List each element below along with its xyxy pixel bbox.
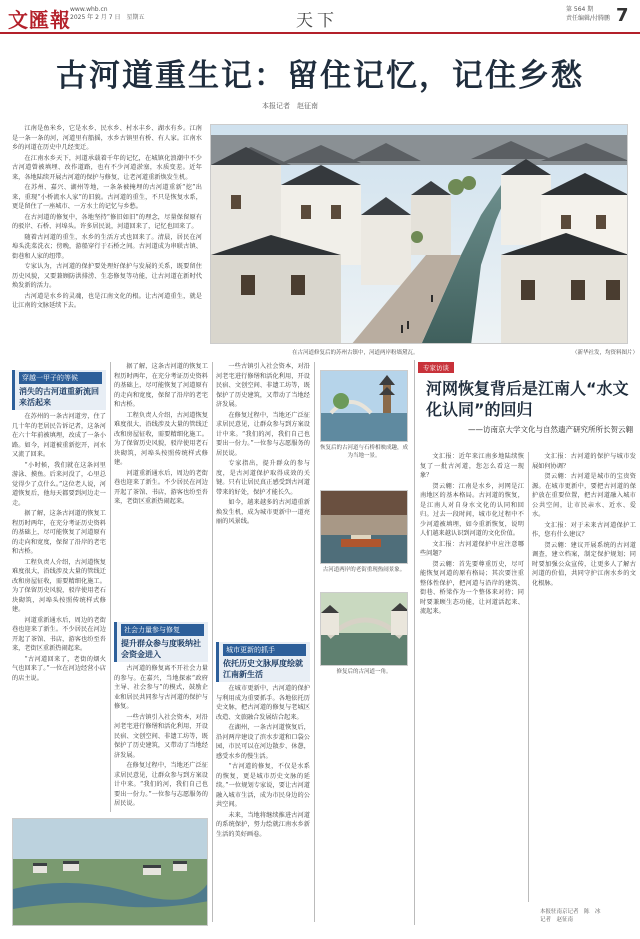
subhead-2-title: 提升群众参与度吸纳社会资金进入 bbox=[121, 639, 201, 659]
subhead-3 bbox=[216, 642, 310, 682]
subhead-1-title: 消失的古河道重新流回来活起来 bbox=[19, 387, 99, 407]
body-paragraph: 在修复过程中，当地还广泛征求居民意见，让群众参与到方案设计中来。“我们的河，我们自己也要出一份力。”一位参与志愿服务的居民说。 bbox=[216, 411, 310, 457]
body-paragraph: 在湖州，一条古河道恢复后，沿河两岸建设了滨水步道和口袋公园，市民可以在河边散步、休憩，感受水乡的慢生活。 bbox=[216, 724, 310, 760]
lead-paragraph: 江南是鱼米乡，它是水乡、民水乡、村水丰乡、湖水有乡。江南是一条一条的河，河道里有船摇，水乡古镇里有桥、有人家。江南水乡的河道在历史中几经变迁。 bbox=[12, 125, 202, 151]
body-paragraph: 工程负责人介绍，古河道恢复难度很大，沿线涉及大量的管线迁改和房屋征收，需要精细化施工。为了保留历史风貌，驳岸使用老石块砌筑，河埠头按照传统样式修建。 bbox=[12, 558, 106, 613]
masthead-meta bbox=[70, 6, 144, 22]
lead-text bbox=[12, 124, 202, 350]
body-paragraph: 工程负责人介绍，古河道恢复难度很大，沿线涉及大量的管线迁改和房屋征收，需要精细化施工。为了保留历史风貌，驳岸使用老石块砌筑，河埠头按照传统样式修建。 bbox=[114, 411, 208, 466]
interview-paragraph: 贺云翱：首先要尊重历史，尽可能恢复河道的原有格局；其次要注重整体性保护，把河道与沿岸的建筑、街巷、桥梁作为一个整体来对待；同时要兼顾生态功能，让河道活起来、流起来。 bbox=[420, 560, 524, 615]
body-paragraph: 专家指出，提升群众的参与度，是古河道保护取得成效的关键。只有让居民真正感受到古河道带来的好处，保护才能长久。 bbox=[216, 460, 310, 496]
lead-paragraph: 在苏州、嘉兴、湖州等地，一条条被掩埋的古河道重新“挖”出来，重现“小桥流水人家”的旧貌。古河道的重生，不只是恢复水系，更是留住了一座城市、一方水土的记忆与乡愁。 bbox=[12, 184, 202, 210]
body-paragraph: “小时候，我们就在这条河里游泳、摸鱼。后来河没了，心里总觉得少了点什么。”这位老人说，河道恢复后，他每天都要到河边走一走。 bbox=[12, 461, 106, 507]
interview-paragraph: 贺云翱：古河道是城市的宝贵资源。在城市更新中，要把古河道的保护放在重要位置，把古河道融入城市公共空间，让市民亲水、近水、爱水。 bbox=[532, 473, 636, 518]
small-photo-2-caption: 古河道两岸的老街重现热闹景象。 bbox=[322, 567, 406, 573]
main-photo-caption: 在古河道修复后的苏州古镇中，河道两岸粉墙黛瓦。 bbox=[292, 350, 419, 356]
body-paragraph: 如今，越来越多的古河道重新焕发生机，成为城市更新中一道亮丽的风景线。 bbox=[216, 499, 310, 525]
subhead-2-tag: 社会力量参与修复 bbox=[121, 624, 204, 636]
masthead bbox=[0, 0, 640, 34]
masthead-date: 2025 年 2 月 7 日 星期五 bbox=[70, 14, 145, 21]
subhead-3-title: 依托历史文脉厚度绘就江南新生活 bbox=[223, 659, 303, 679]
main-photo-credit: （新华社发，均资料图片） bbox=[572, 350, 639, 356]
body-column-3 bbox=[216, 362, 310, 637]
subhead-1 bbox=[12, 370, 106, 410]
masthead-url: www.whb.cn bbox=[70, 6, 108, 13]
body-paragraph: 在修复过程中，当地还广泛征求居民意见，让群众参与到方案设计中来。“我们的河，我们自己也要出一份力。”一位参与志愿服务的居民说。 bbox=[114, 762, 208, 807]
interview-paragraph: 文汇报：古河道保护中应注意哪些问题？ bbox=[420, 540, 524, 557]
body-paragraph: 在城市更新中，古河道的保护与利用成为重要抓手。各地依托历史文脉，把古河道的修复与老城区改造、文旅融合发展结合起来。 bbox=[216, 685, 310, 721]
body-paragraph: 据了解，这条古河道的恢复工程历时两年，在充分考证历史资料的基础上，尽可能恢复了河道原有的走向和宽度，保留了沿岸的老宅和古桥。 bbox=[12, 510, 106, 555]
main-photo bbox=[210, 124, 628, 344]
interview-title: 河网恢复背后是江南人“水文化认同”的回归 bbox=[426, 379, 629, 419]
interview-column-1 bbox=[420, 452, 524, 902]
interview-byline bbox=[540, 908, 601, 924]
body-column-1 bbox=[12, 412, 106, 812]
page-number: 7 bbox=[616, 5, 629, 26]
lead-paragraph: 专家认为，古河道的保护要处理好保护与发展的关系，既要留住历史风貌，又要兼顾防洪排涝、生态修复等功能，让古河道在新时代焕发新的活力。 bbox=[12, 263, 202, 289]
newspaper-logo: 文匯報 bbox=[8, 8, 71, 32]
interview-paragraph: 贺云翱：江南是水乡，河网是江南地区的基本格局。古河道的恢复，是江南人对自身水文化的认同和回归。过去一段时间，城市化过程中不少河道被填埋，如今重新恢复，说明人们越来越认识到河道的文化价值。 bbox=[420, 482, 524, 537]
body-paragraph: “古河道的修复，不仅是水系的恢复，更是城市历史文脉的延续。”一位规划专家说，要让古河道融入城市生活，成为市民身边的公共空间。 bbox=[216, 763, 310, 808]
masthead-issue-number: 第 564 期 bbox=[566, 6, 594, 13]
masthead-editor: 责任编辑/付腾鹏 bbox=[566, 15, 611, 22]
body-paragraph: 据了解，这条古河道的恢复工程历时两年，在充分考证历史资料的基础上，尽可能恢复了河道原有的走向和宽度，保留了沿岸的老宅和古桥。 bbox=[114, 363, 208, 408]
masthead-issue bbox=[566, 5, 610, 23]
column-rule bbox=[414, 360, 415, 925]
body-paragraph: 一些古镇引入社会资本，对沿河老宅进行修缮和活化利用，开设民宿、文创空间、非遗工坊等，既保护了历史建筑，又带动了当地经济发展。 bbox=[216, 363, 310, 408]
small-photo-2 bbox=[320, 490, 408, 564]
stone-bridge-photo bbox=[321, 593, 408, 666]
interview-subtitle: ——访南京大学文化与自然遗产研究所所长贺云翱 bbox=[468, 425, 633, 434]
body-paragraph: 一些古镇引入社会资本，对沿河老宅进行修缮和活化利用，开设民宿、文创空间、非遗工坊等，既保护了历史建筑，又带动了当地经济发展。 bbox=[114, 713, 208, 759]
main-byline: 本报记者 赵征南 bbox=[262, 102, 318, 110]
body-column-3b bbox=[216, 684, 310, 924]
body-column-2 bbox=[114, 362, 208, 617]
body-paragraph: 河道重新通水后，周边的老街巷也迎来了新生。不少居民在河边开起了茶馆、书店，游客也纷至沓来，老街区重新热闹起来。 bbox=[12, 616, 106, 652]
aerial-river-photo bbox=[13, 819, 208, 926]
aerial-photo bbox=[12, 818, 208, 926]
interview-paragraph: 文汇报：近年来江南多地陆续恢复了一批古河道，您怎么看这一现象？ bbox=[420, 453, 524, 479]
small-photo-1 bbox=[320, 370, 408, 442]
lead-paragraph: 在江南水乡天下，河道承载着千年的记忆，在城镇化浪潮中不少古河道曾被填埋、改作道路，也有不少河道淤塞，水质变差。近年来，各地陆续开展古河道的保护与修复，让老河道重新焕发生机。 bbox=[12, 154, 202, 181]
body-paragraph: 未来，当地将继续推进古河道的系统保护，努力绘就江南水乡新生活的美好画卷。 bbox=[216, 811, 310, 838]
interview-paragraph: 文汇报：古河道的保护与城市发展如何协调？ bbox=[532, 453, 636, 470]
body-paragraph: 河道重新通水后，周边的老街巷也迎来了新生。不少居民在河边开起了茶馆、书店，游客也纷至沓来，老街区重新热闹起来。 bbox=[114, 469, 208, 505]
expert-interview-tag: 专家访谈 bbox=[418, 362, 454, 373]
lead-paragraph: 古河道是水乡的灵魂，也是江南文化的根。让古河道重生，就是让江南的文脉延续下去。 bbox=[12, 292, 202, 309]
subhead-3-tag: 城市更新的抓手 bbox=[223, 644, 306, 656]
body-paragraph: “古河道回来了，老街的烟火气也回来了。”一位在河边经营小店的店主说。 bbox=[12, 655, 106, 682]
lead-paragraph: 随着古河道的重生，水乡的生活方式也回来了。清晨，居民在河埠头洗菜洗衣；傍晚，游船穿行于石桥之间。古河道成为串联古镇、街巷和人家的纽带。 bbox=[12, 233, 202, 260]
body-column-2b bbox=[114, 664, 208, 812]
body-paragraph: 古河道的修复离不开社会力量的参与。在嘉兴，当地探索“政府主导、社会参与”的模式，鼓励企业和居民共同参与古河道的保护与修复。 bbox=[114, 665, 208, 710]
subhead-1-tag: 穿越一甲子的等候 bbox=[19, 372, 102, 384]
column-rule bbox=[212, 362, 213, 922]
section-name: 天下 bbox=[296, 11, 338, 31]
column-rule bbox=[314, 362, 315, 922]
interview-paragraph: 贺云翱：建议开展系统的古河道调查，建立档案，制定保护规划；同时要加强公众宣传，让更多人了解古河道的价值，共同守护江南水乡的文化根脉。 bbox=[532, 541, 636, 587]
interview-reporter: 本报驻南京记者 陈 冰 bbox=[540, 909, 601, 915]
interview-editor: 记者 赵征南 bbox=[540, 917, 574, 923]
main-headline: 古河道重生记：留住记忆，记住乡愁 bbox=[56, 58, 584, 94]
column-rule bbox=[110, 362, 111, 812]
small-photo-1-caption: 恢复后的古河道与石桥相映成趣，成为当地一景。 bbox=[320, 445, 409, 459]
body-paragraph: 在苏州的一条古河道旁，住了几十年的老居民告诉记者，这条河在六十年前被填埋，改成了一条小路。如今，河道被重新挖开，河水又流了回来。 bbox=[12, 413, 106, 458]
boat-canal-photo bbox=[321, 491, 408, 564]
interview-column-2 bbox=[532, 452, 636, 902]
small-photo-3 bbox=[320, 592, 408, 666]
subhead-2 bbox=[114, 622, 208, 662]
column-rule bbox=[528, 452, 529, 902]
small-photo-3-caption: 修复后的古河道一角。 bbox=[336, 669, 392, 675]
water-town-photo bbox=[211, 125, 628, 344]
lead-paragraph: 在古河道的修复中，各地坚持“修旧如旧”的理念，尽量保留原有的驳岸、石桥、河埠头。许多居民说，河道回来了，记忆也回来了。 bbox=[12, 213, 202, 230]
pagoda-bridge-photo bbox=[321, 371, 408, 442]
interview-paragraph: 文汇报：对于未来古河道保护工作，您有什么建议？ bbox=[532, 521, 636, 538]
